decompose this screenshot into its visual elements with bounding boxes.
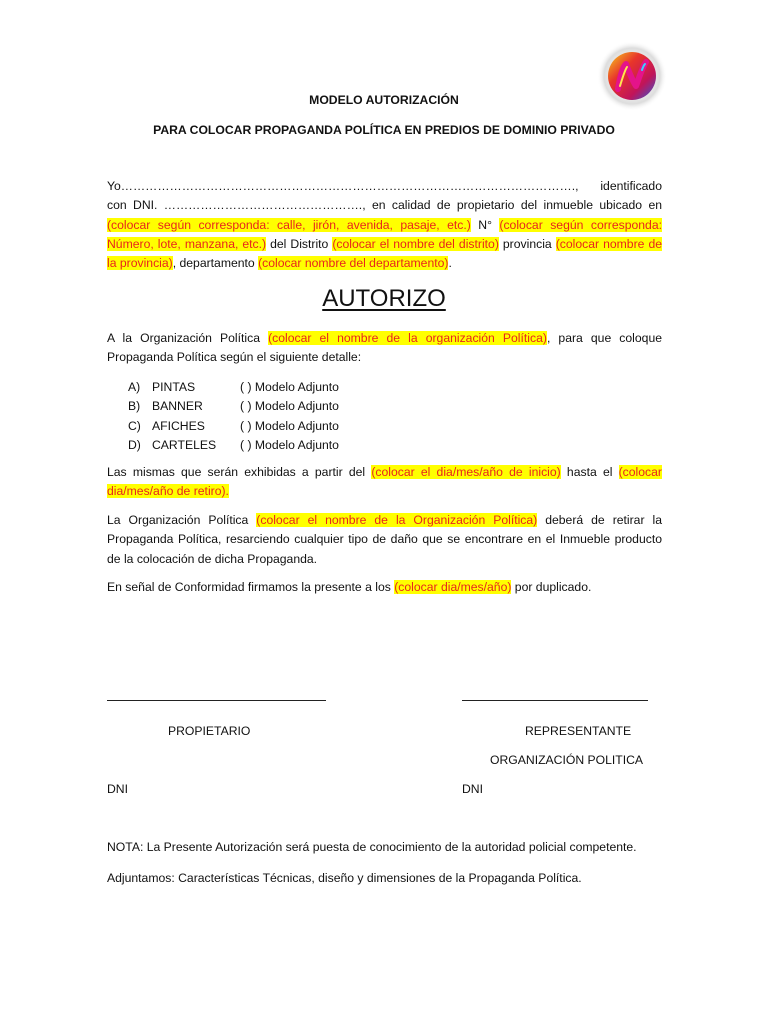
- placeholder-end-date: (colocar dia/mes/año de retiro).: [107, 465, 662, 499]
- dates-text: hasta el: [560, 465, 619, 479]
- list-item: [128, 436, 339, 455]
- intro-text: .: [448, 256, 452, 271]
- document-subtitle: PARA COLOCAR PROPAGANDA POLÍTICA EN PREDIOS DE DOMINIO PRIVADO: [153, 123, 615, 137]
- list-item-checkbox-text: ( ) Modelo Adjunto: [240, 418, 339, 433]
- placeholder-number: (colocar según corresponda: Número, lote, manzana, etc.): [107, 217, 663, 251]
- intro-text: del Distrito: [266, 236, 333, 251]
- list-letter: A): [128, 380, 141, 394]
- placeholder-organization: (colocar el nombre de la organización Política): [268, 331, 547, 345]
- list-letter: B): [128, 399, 141, 414]
- intro-paragraph: [107, 177, 662, 273]
- intro-text: N°: [470, 217, 500, 232]
- placeholder-department: (colocar nombre del departamento): [258, 256, 449, 271]
- note-paragraph: NOTA: La Presente Autorización será puesta de conocimiento de la autoridad policial competente.: [107, 840, 637, 854]
- organization-label: ORGANIZACIÓN POLITICA: [490, 753, 644, 767]
- propaganda-list: [128, 378, 339, 455]
- list-item-name: AFICHES: [152, 418, 205, 433]
- owner-label: PROPIETARIO: [168, 724, 251, 738]
- list-item-name: PINTAS: [152, 380, 196, 394]
- conformity-text: En señal de Conformidad firmamos la presente a los: [107, 580, 395, 594]
- conformity-paragraph: [107, 578, 662, 597]
- removal-text: La Organización Política: [107, 513, 257, 527]
- dates-text: Las mismas que serán exhibidas a partir del: [107, 465, 372, 479]
- org-text: , para que coloque Propaganda Política según el siguiente detalle:: [107, 331, 663, 365]
- intro-text: , departamento: [172, 256, 259, 271]
- intro-text: Yo…………………………………………………………………………………………………., identificado con DNI. …………………………………………., en calidad de propietario del inmueble ubicado en: [107, 179, 662, 213]
- list-item: [128, 378, 339, 397]
- placeholder-start-date: (colocar el dia/mes/año de inicio): [371, 465, 561, 479]
- placeholder-province: (colocar nombre de la provincia): [107, 236, 663, 271]
- list-item: [128, 397, 339, 416]
- organization-paragraph: [107, 329, 662, 368]
- representative-dni-label: DNI: [462, 782, 483, 796]
- removal-text: deberá de retirar la Propaganda Política, resarciendo cualquier tipo de daño que se encontrare en el Inmueble producto de la colocación de dicha Propaganda.: [107, 513, 662, 566]
- conformity-text: por duplicado.: [511, 580, 592, 594]
- list-item-name: CARTELES: [152, 437, 217, 452]
- org-text: A la Organización Política: [107, 331, 269, 345]
- list-item-checkbox-text: ( ) Modelo Adjunto: [240, 399, 339, 414]
- list-item: [128, 417, 339, 436]
- placeholder-district: (colocar el nombre del distrito): [332, 236, 499, 251]
- removal-paragraph: [107, 511, 662, 569]
- owner-dni-label: DNI: [107, 782, 128, 796]
- list-item-name: BANNER: [152, 399, 203, 414]
- attachments-paragraph: Adjuntamos: Características Técnicas, diseño y dimensiones de la Propaganda Política.: [107, 871, 582, 885]
- list-letter: C): [128, 418, 141, 433]
- representative-label: REPRESENTANTE: [525, 724, 632, 738]
- list-item-checkbox-text: ( ) Modelo Adjunto: [240, 437, 339, 452]
- autorizo-heading: AUTORIZO: [322, 285, 446, 312]
- placeholder-address-type: (colocar según corresponda: calle, jirón, avenida, pasaje, etc.): [107, 217, 471, 232]
- list-item-checkbox-text: ( ) Modelo Adjunto: [240, 380, 339, 394]
- placeholder-sign-date: (colocar dia/mes/año): [394, 580, 512, 594]
- document-title: MODELO AUTORIZACIÓN: [309, 93, 459, 107]
- dates-paragraph: [107, 463, 662, 502]
- intro-text: provincia: [498, 236, 556, 251]
- owner-signature-line: [107, 700, 326, 701]
- representative-signature-line: [462, 700, 648, 701]
- list-letter: D): [128, 437, 141, 452]
- placeholder-organization: (colocar el nombre de la Organización Política): [256, 513, 538, 527]
